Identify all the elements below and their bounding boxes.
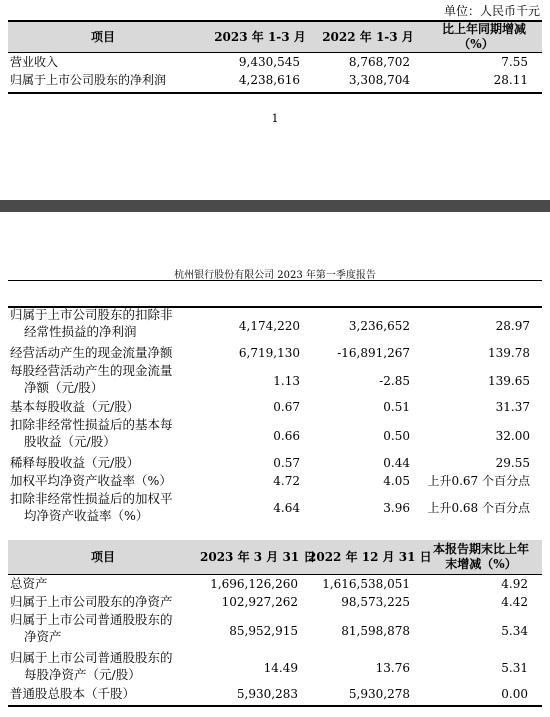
table-2-row-label: 均净资产收益率（%） bbox=[24, 508, 149, 523]
table-3-row-2022: 98,573,225 bbox=[341, 595, 410, 609]
table-1-row-2022: 3,308,704 bbox=[348, 73, 410, 87]
table-1-header-item: 项目 bbox=[90, 30, 115, 44]
table-2-row-2023: 6,719,130 bbox=[238, 346, 300, 360]
table-2-row-2023: 0.57 bbox=[273, 456, 300, 470]
table-2-row-label: 扣除非经常性损益后的基本每 bbox=[10, 417, 173, 432]
running-header: 杭州银行股份有限公司 2023 年第一季度报告 bbox=[174, 270, 376, 281]
table-3-header-2022: 2022 年 12 月 31 日 bbox=[308, 550, 432, 564]
table-1-bottom-rule bbox=[8, 92, 542, 94]
page-break-band bbox=[0, 200, 550, 212]
table-2-row-2023: 0.66 bbox=[273, 429, 300, 443]
table-1-row-2022: 8,768,702 bbox=[348, 55, 410, 69]
table-2-row-2022: 3,236,652 bbox=[348, 319, 410, 333]
table-2-row-label: 扣除非经常性损益后的加权平 bbox=[10, 491, 173, 506]
table-1-row-label: 归属于上市公司股东的净利润 bbox=[10, 73, 167, 87]
table-1-header-change: 比上年同期增减 bbox=[441, 22, 526, 36]
table-2-row-2022: 0.44 bbox=[383, 456, 410, 470]
table-2-row-2023: 4,174,220 bbox=[238, 319, 300, 333]
table-3-row-change: 0.00 bbox=[501, 687, 528, 701]
table-2-row-2022: -2.85 bbox=[379, 374, 410, 388]
unit-label: 单位：人民币千元 bbox=[443, 4, 540, 18]
table-1-header-change-unit: （%） bbox=[458, 37, 494, 51]
table-1-row-change: 7.55 bbox=[501, 55, 528, 69]
table-2-row-change: 139.78 bbox=[488, 346, 530, 360]
table-1-row-change: 28.11 bbox=[493, 73, 528, 87]
table-3-header-item: 项目 bbox=[90, 550, 115, 564]
table-3-row-label: 每股净资产（元/股） bbox=[24, 667, 141, 682]
table-3-row-change: 5.34 bbox=[501, 624, 528, 638]
table-2-row-2022: 3.96 bbox=[383, 501, 410, 515]
table-2-row-label: 加权平均净资产收益率（%） bbox=[10, 473, 172, 488]
table-3-row-label: 普通股总股本（千股） bbox=[10, 686, 136, 701]
table-2-row-change: 上升0.68 个百分点 bbox=[427, 501, 530, 515]
table-2-row-label: 股收益（元/股） bbox=[24, 434, 116, 449]
table-2-row-label: 每股经营活动产生的现金流量 bbox=[10, 363, 173, 378]
table-1-row-label: 营业收入 bbox=[10, 55, 59, 69]
table-3-row-2022: 1,616,538,051 bbox=[322, 577, 410, 591]
table-2-row-label: 稀释每股收益（元/股） bbox=[10, 455, 140, 470]
table-3-row-2023: 85,952,915 bbox=[229, 624, 298, 638]
table-2-row-label: 归属于上市公司股东的扣除非 bbox=[10, 307, 173, 322]
table-2-row-change: 139.65 bbox=[488, 374, 530, 388]
table-2-row-label: 净额（元/股） bbox=[24, 380, 104, 395]
table-2-row-change: 31.37 bbox=[495, 400, 530, 414]
table-3-row-label: 归属于上市公司普通股股东的 bbox=[10, 612, 173, 627]
table-1-row-2023: 9,430,545 bbox=[238, 55, 300, 69]
table-3-header-change-unit: 末增减（%） bbox=[445, 557, 517, 571]
table-3-row-2022: 13.76 bbox=[375, 661, 410, 675]
table-3-row-2023: 14.49 bbox=[263, 661, 298, 675]
table-2-row-change: 上升0.67 个百分点 bbox=[427, 474, 530, 488]
table-2-row-change: 32.00 bbox=[495, 429, 530, 443]
table-2-row-2022: 0.50 bbox=[383, 429, 410, 443]
table-2-row-label: 基本每股收益（元/股） bbox=[10, 399, 140, 414]
running-header-rule bbox=[8, 280, 542, 281]
table-2-row-2022: 4.05 bbox=[383, 474, 410, 488]
table-1-header-2023: 2023 年 1-3 月 bbox=[214, 30, 306, 44]
table-3-header-rule bbox=[8, 574, 542, 575]
table-3-header-2023: 2023 年 3 月 31 日 bbox=[200, 550, 316, 564]
table-1-row-2023: 4,238,616 bbox=[238, 73, 300, 87]
table-3-row-2023: 1,696,126,260 bbox=[210, 577, 298, 591]
table-3-row-label: 归属于上市公司普通股股东的 bbox=[10, 650, 173, 665]
table-3-bottom-rule bbox=[8, 705, 542, 707]
table-2-row-2022: 0.51 bbox=[383, 400, 410, 414]
table-2-row-2023: 1.13 bbox=[273, 374, 300, 388]
table-2-row-2023: 0.67 bbox=[273, 400, 300, 414]
table-3-header-change: 本报告期末比上年 bbox=[432, 542, 529, 556]
table-3-row-2022: 81,598,878 bbox=[341, 624, 410, 638]
table-1-header-rule bbox=[8, 52, 542, 53]
page-number: 1 bbox=[271, 112, 279, 125]
table-1-header-2022: 2022 年 1-3 月 bbox=[322, 30, 414, 44]
table-3-row-change: 5.31 bbox=[501, 661, 528, 675]
table-3-row-change: 4.42 bbox=[501, 595, 528, 609]
table-2-row-change: 28.97 bbox=[495, 319, 530, 333]
table-2-row-2023: 4.64 bbox=[273, 501, 300, 515]
table-2-row-label: 经营活动产生的现金流量净额 bbox=[10, 345, 173, 360]
table-3-row-2023: 102,927,262 bbox=[221, 595, 298, 609]
table-3-row-change: 4.92 bbox=[501, 577, 528, 591]
table-3-row-label: 总资产 bbox=[10, 576, 48, 591]
table-3-row-2022: 5,930,278 bbox=[348, 687, 410, 701]
table-2-row-label: 经常性损益的净利润 bbox=[24, 324, 137, 339]
table-2-row-2023: 4.72 bbox=[273, 474, 300, 488]
table-2-row-change: 29.55 bbox=[495, 456, 530, 470]
table-3-row-label: 净资产 bbox=[24, 629, 62, 644]
table-3-row-2023: 5,930,283 bbox=[236, 687, 298, 701]
table-2-row-2022: -16,891,267 bbox=[337, 346, 410, 360]
table-3-row-label: 归属于上市公司股东的净资产 bbox=[10, 594, 173, 609]
